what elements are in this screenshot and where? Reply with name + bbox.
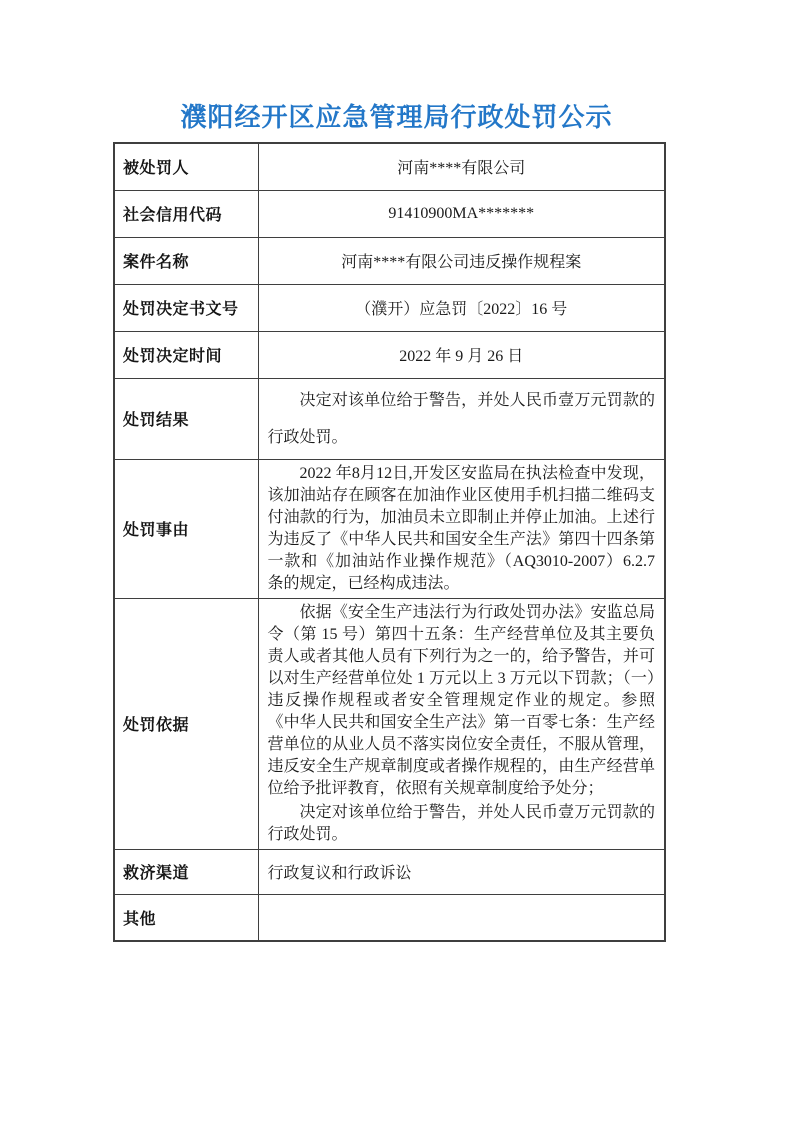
penalty-table	[113, 142, 666, 942]
paragraph: 决定对该单位给于警告，并处人民币壹万元罚款的行政处罚。	[267, 391, 655, 446]
row-value: 91410900MA*******	[258, 190, 665, 237]
row-value: 2022 年 9 月 26 日	[258, 331, 665, 378]
row-value	[258, 459, 665, 598]
row-other	[114, 894, 665, 941]
row-value: 河南****有限公司	[258, 143, 665, 190]
row-remedy-channel	[114, 849, 665, 894]
row-label: 救济渠道	[114, 849, 258, 894]
row-penalty-reason	[114, 459, 665, 598]
row-value	[258, 894, 665, 941]
row-value	[258, 378, 665, 459]
row-label: 处罚决定书文号	[114, 284, 258, 331]
page-title: 濮阳经开区应急管理局行政处罚公示	[180, 102, 613, 132]
row-decision-number	[114, 284, 665, 331]
row-penalty-basis	[114, 598, 665, 849]
row-value	[258, 598, 665, 849]
row-label: 处罚事由	[114, 459, 258, 598]
paragraph: 2022 年8月12日,开发区安监局在执法检查中发现，该加油站存在顾客在加油作业区使用手机扫描二维码支付油款的行为，加油员未立即制止并停止加油。上述行为违反了《中华人民共和国安全生产法》第四十四条第一款和《加油站作业操作规范》（AQ3010-2007）6.2.7条的规定，已经构成违法。	[267, 464, 655, 592]
paragraph: 决定对该单位给于警告，并处人民币壹万元罚款的行政处罚。	[267, 803, 655, 843]
row-value: 行政复议和行政诉讼	[258, 849, 665, 894]
row-label: 处罚决定时间	[114, 331, 258, 378]
row-decision-date	[114, 331, 665, 378]
row-label: 案件名称	[114, 237, 258, 284]
paragraph: 依据《安全生产违法行为行政处罚办法》安监总局令（第 15 号）第四十五条：生产经营单位及其主要负责人或者其他人员有下列行为之一的，给予警告，并可以对生产经营单位处 1 万元以上 3 万元以下罚款；（一）违反操作规程或者安全管理规定作业的规定。参照 《中华人民共和国安全生产法》第一百零七条：生产经营单位的从业人员不落实岗位安全责任，不服从管理，违反安全生产规章制度或者操作规程的，由生产经营单位给予批评教育，依照有关规章制度给予处分；	[267, 603, 655, 797]
row-value: 河南****有限公司违反操作规程案	[258, 237, 665, 284]
row-penalized-party	[114, 143, 665, 190]
row-credit-code	[114, 190, 665, 237]
row-label: 社会信用代码	[114, 190, 258, 237]
row-label: 处罚依据	[114, 598, 258, 849]
row-label: 其他	[114, 894, 258, 941]
row-case-name	[114, 237, 665, 284]
row-value: （濮开）应急罚〔2022〕16 号	[258, 284, 665, 331]
row-label: 处罚结果	[114, 378, 258, 459]
row-penalty-result	[114, 378, 665, 459]
row-label: 被处罚人	[114, 143, 258, 190]
